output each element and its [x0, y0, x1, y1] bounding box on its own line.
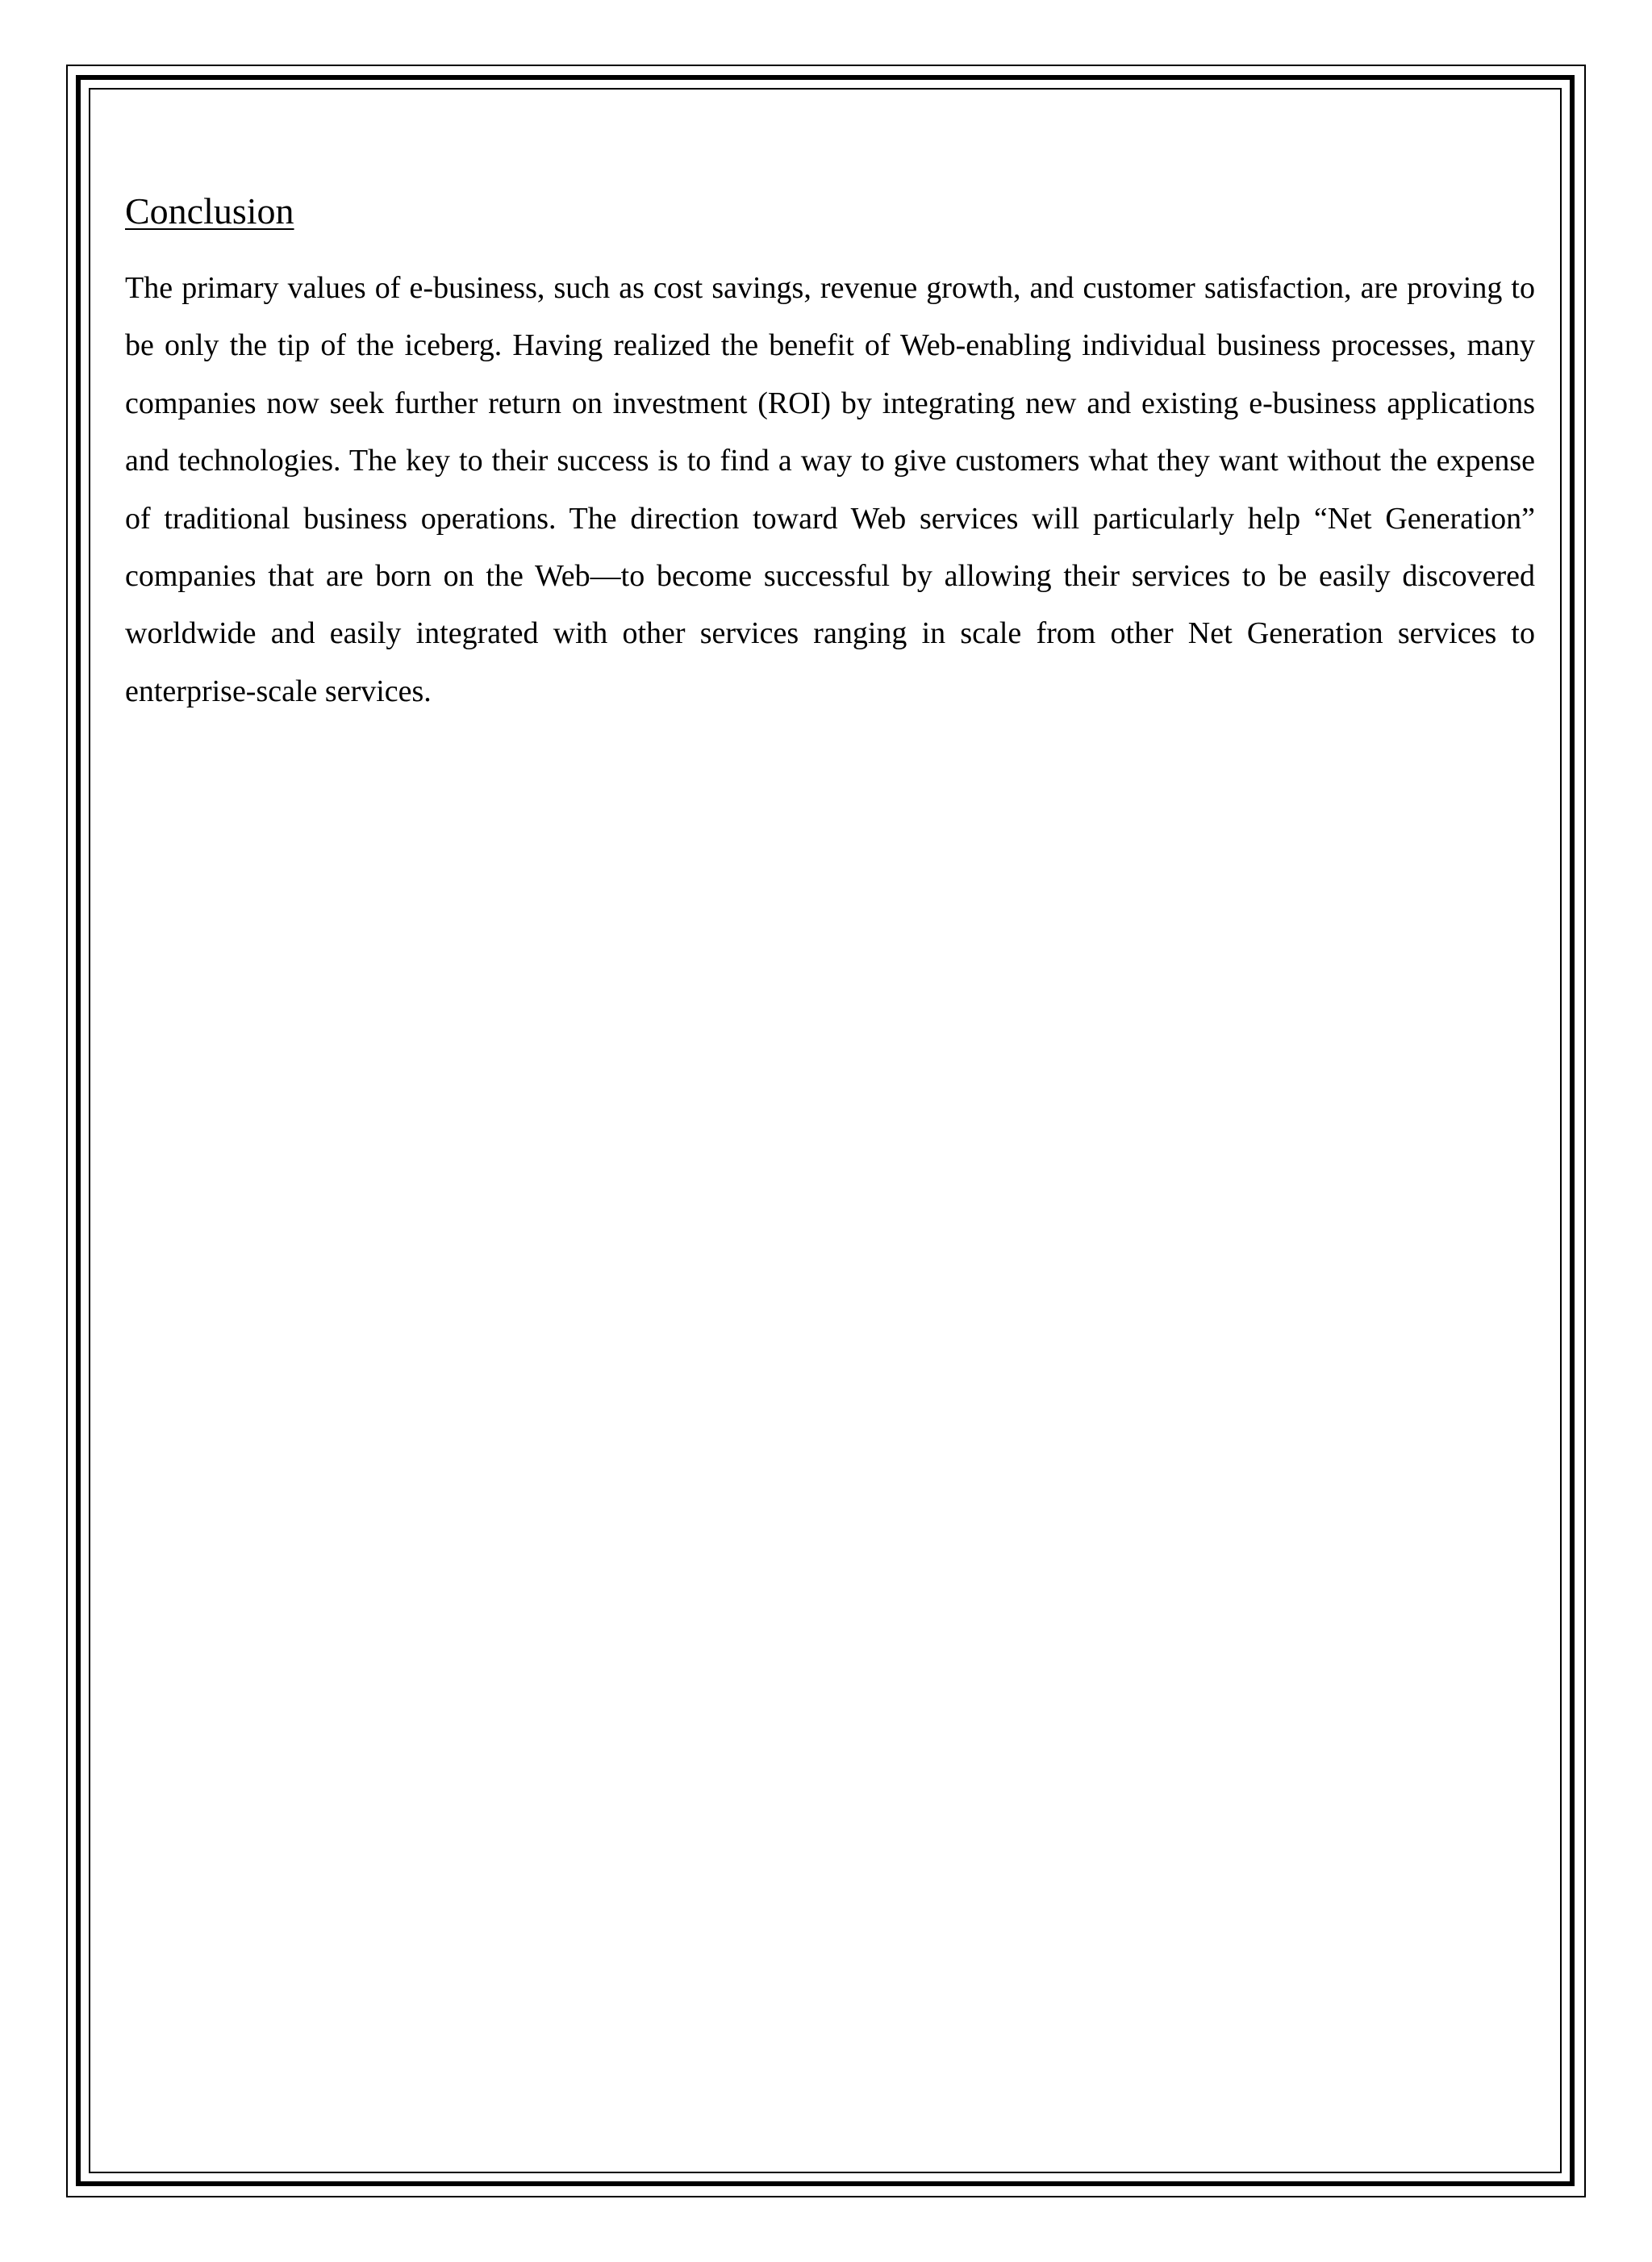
body-paragraph: The primary values of e-business, such as cost savings, revenue growth, and customer satisfaction, are proving to be only the tip of the iceberg. Having realized the benefit of Web-enabling individual business processes, many companies now seek further return on investment (ROI) by integrating new and existing e-business applications and technologies. The key to their success is to find a way to give customers what they want without the expense of traditional business operations. The direction toward Web services will particularly help “Net Generation” companies that are born on the Web—to become successful by allowing their services to be easily discovered worldwide and easily integrated with other services ranging in scale from other Net Generation services to enterprise-scale services. [125, 271, 1535, 708]
page-content [125, 187, 1535, 720]
section-heading: Conclusion [125, 190, 294, 232]
